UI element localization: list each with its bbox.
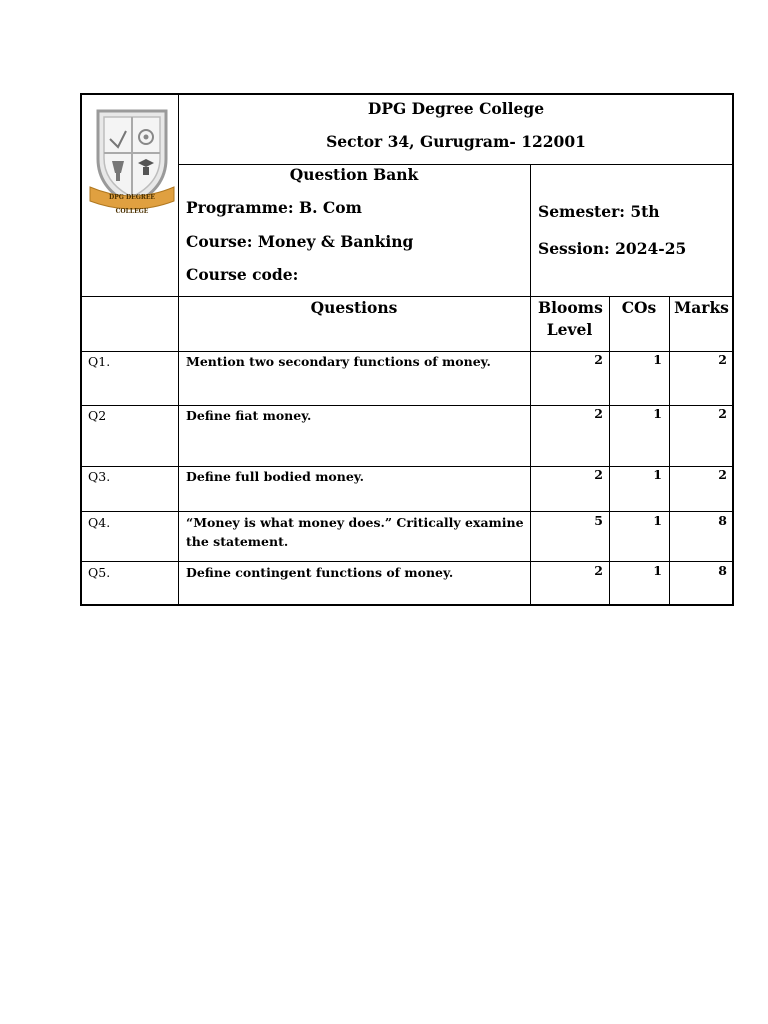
blooms-level: 5: [594, 513, 603, 528]
question-text: “Money is what money does.” Critically examine the statement.: [186, 515, 524, 549]
cos-value: 1: [653, 406, 662, 421]
divider: [609, 296, 610, 606]
question-bank-table: [80, 93, 734, 606]
marks-value: 2: [718, 352, 727, 367]
semester: Semester: 5th: [538, 202, 660, 221]
course-code: Course code:: [186, 265, 299, 284]
blooms-level: 2: [594, 406, 603, 421]
question-text: Mention two secondary functions of money.: [186, 354, 491, 369]
question-text: Define fiat money.: [186, 408, 312, 423]
marks-value: 8: [718, 513, 727, 528]
question-number: Q3.: [88, 469, 111, 484]
question-text: Define full bodied money.: [186, 469, 364, 484]
col-marks: Marks: [674, 298, 729, 317]
marks-value: 8: [718, 563, 727, 578]
blooms-level: 2: [594, 352, 603, 367]
blooms-level: 2: [594, 467, 603, 482]
logo-text: DPG DEGREE COLLEGE: [109, 194, 155, 215]
divider: [669, 296, 670, 606]
marks-value: 2: [718, 406, 727, 421]
marks-value: 2: [718, 467, 727, 482]
session: Session: 2024-25: [538, 239, 687, 258]
question-number: Q2: [88, 408, 107, 423]
cos-value: 1: [653, 467, 662, 482]
cos-value: 1: [653, 513, 662, 528]
col-questions: Questions: [310, 298, 398, 317]
question-text: Define contingent functions of money.: [186, 565, 454, 580]
college-name: DPG Degree College: [367, 99, 545, 118]
col-cos: COs: [621, 298, 657, 317]
question-number: Q1.: [88, 354, 111, 369]
doc-title: Question Bank: [289, 165, 419, 184]
blooms-level: 2: [594, 563, 603, 578]
question-number: Q4.: [88, 515, 111, 530]
course: Course: Money & Banking: [186, 232, 414, 251]
college-address: Sector 34, Gurugram- 122001: [326, 132, 586, 151]
divider: [530, 164, 531, 606]
programme: Programme: B. Com: [186, 198, 362, 217]
cos-value: 1: [653, 352, 662, 367]
col-blooms-level: Blooms Level: [538, 298, 603, 339]
divider: [82, 511, 734, 512]
cos-value: 1: [653, 563, 662, 578]
question-number: Q5.: [88, 565, 111, 580]
divider: [82, 561, 734, 562]
